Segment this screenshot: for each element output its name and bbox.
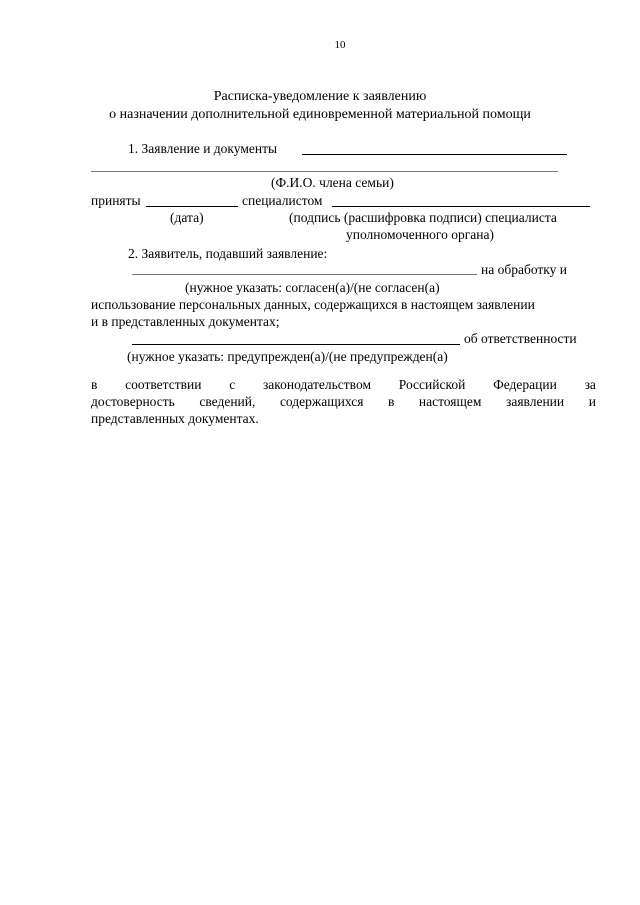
section2-label: 2. Заявитель, подавший заявление: (128, 246, 328, 261)
final-word: законодательством (262, 377, 371, 392)
signature-caption-line1: (подпись (расшифровка подписи) специалиста (289, 210, 557, 225)
final-word: с (229, 377, 236, 392)
personal-data-line1: использование персональных данных, содержащихся в настоящем заявлении (91, 297, 535, 312)
final-word: заявлении (506, 394, 565, 409)
consent-blank-line (132, 274, 477, 275)
final-word: в (387, 394, 395, 409)
documents-blank-line (302, 154, 567, 155)
final-word: в (91, 377, 98, 392)
document-title-line1: Расписка-уведомление к заявлению (213, 89, 427, 104)
final-paragraph-line1 (91, 377, 596, 393)
final-word: и (588, 394, 596, 409)
fio-caption: (Ф.И.О. члена семьи) (271, 175, 394, 190)
final-paragraph-line2 (91, 394, 596, 410)
section1-label: 1. Заявление и документы (128, 141, 278, 156)
personal-data-line2: и в представленных документах; (91, 314, 280, 329)
page-number: 10 (334, 39, 346, 51)
specialist-label: специалистом (242, 193, 323, 208)
date-blank-line (146, 206, 238, 207)
final-word: настоящем (418, 394, 482, 409)
warning-caption: (нужное указать: предупрежден(а)/(не предупрежден(а) (127, 349, 448, 364)
responsibility-blank-line (132, 344, 460, 345)
consent-caption: (нужное указать: согласен(а)/(не согласен(а) (185, 280, 440, 295)
final-word: Российской (398, 377, 466, 392)
accepted-label: приняты (91, 193, 141, 208)
signature-blank-line (332, 206, 590, 207)
final-word: сведений, (199, 394, 256, 409)
signature-caption-line2: уполномоченного органа) (346, 227, 494, 242)
final-word: соответствии (125, 377, 202, 392)
document-title-line2: о назначении дополнительной единовременной материальной помощи (109, 107, 531, 122)
responsibility-suffix: об ответственности (464, 331, 577, 346)
final-word: содержащихся (279, 394, 364, 409)
final-word: достоверность (91, 394, 175, 409)
date-caption: (дата) (170, 210, 204, 225)
final-paragraph-line3: представленных документах. (91, 411, 259, 426)
final-word: Федерации (493, 377, 557, 392)
final-word: за (584, 377, 596, 392)
processing-suffix: на обработку и (481, 262, 568, 277)
fio-blank-line (91, 171, 558, 172)
